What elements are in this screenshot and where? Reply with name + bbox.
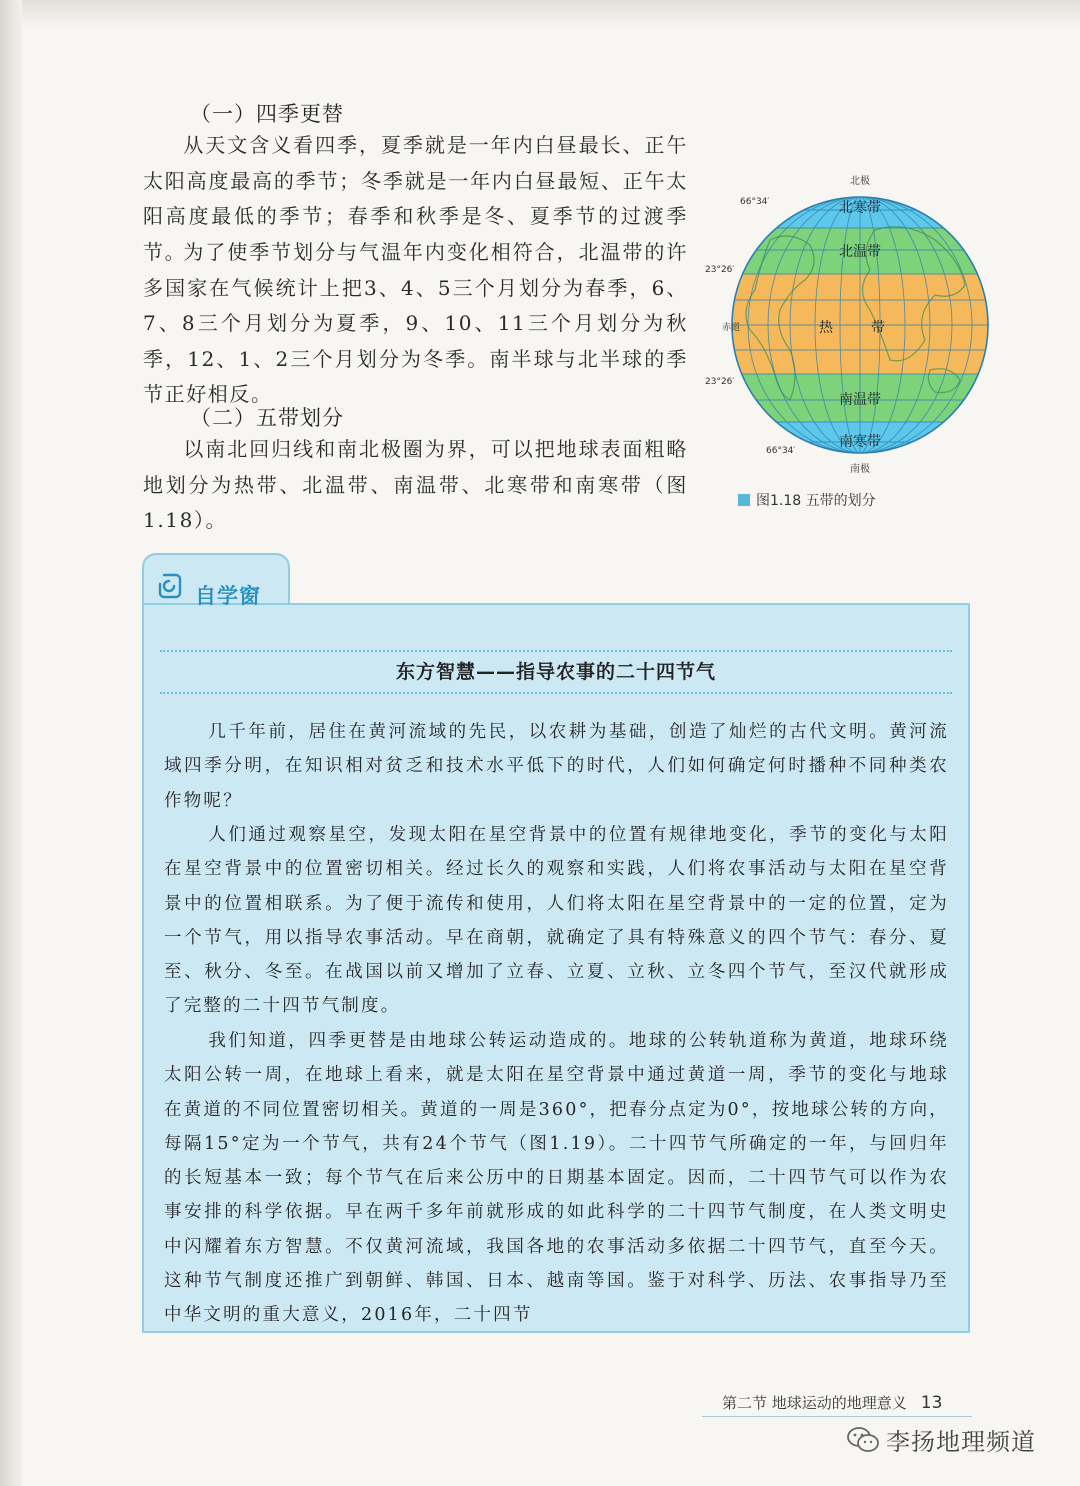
footer-section-label: 第二节 地球运动的地理意义 — [722, 1394, 907, 1412]
globe-svg — [700, 170, 1020, 482]
label-tropic-n-lat: 23°26′ — [705, 265, 735, 275]
label-north-frigid: 北寒带 — [839, 200, 881, 216]
graticule — [720, 197, 1000, 453]
self-study-title: 东方智慧——指导农事的二十四节气 — [395, 661, 716, 683]
label-south-frigid: 南寒带 — [839, 434, 881, 450]
caption-marker-icon — [738, 494, 750, 506]
label-south-pole: 南极 — [850, 464, 870, 475]
self-study-paragraph-3: 我们知道，四季更替是由地球公转运动造成的。地球的公转轨道称为黄道，地球环绕太阳公转一周，在地球上看来，就是太阳在星空背景中通过黄道一周，季节的变化与地球在黄道的不同位置密切相关。黄道的一周是360°，把春分点定为0°，按地球公转的方向，每隔15°定为一个节气，共有24个节气（图1.19）。二十四节气所确定的一年，与回归年的长短基本一致；每个节气在后来公历中的日期基本固定。因而，二十四节气可以作为农事安排的科学依据。早在两千多年前就形成的如此科学的二十四节气制度，在人类文明史中闪耀着东方智慧。不仅黄河流域，我国各地的农事活动多依据二十四节气，直至今天。这种节气制度还推广到朝鲜、韩国、日本、越南等国。鉴于对科学、历法、农事指导乃至中华文明的重大意义，2016年，二十四节 — [164, 1031, 949, 1326]
label-north-temperate: 北温带 — [839, 244, 881, 260]
five-zones-globe-figure — [700, 170, 1020, 482]
figure-caption: 图1.18 五带的划分 — [738, 490, 876, 510]
page-footer — [722, 1392, 942, 1413]
paragraph-seasons-climate: 为了使季节划分与气温年内变化相符合，北温带的许多国家在气候统计上把3、4、5三个月划分为春季，6、7、8三个月划分为夏季，9、10、11三个月划分为秋季，12、1、2三个月划分为冬季。南半球与北半球的季节正好相反。 — [143, 240, 688, 406]
label-south-temperate: 南温带 — [839, 392, 881, 408]
page-edge-top — [0, 0, 1080, 28]
label-tropical-2: 带 — [871, 320, 885, 336]
label-tropic-s-lat: 23°26′ — [705, 377, 735, 387]
label-tropical-1: 热 — [819, 320, 833, 336]
self-study-title-bar — [160, 650, 952, 694]
paragraph-five-zones: 以南北回归线和南北极圈为界，可以把地球表面粗略地划分为热带、北温带、南温带、北寒带和南寒带（图1.18）。 — [143, 437, 688, 532]
section-title-seasons: （一）四季更替 — [190, 102, 344, 126]
watermark: 李扬地理频道 — [846, 1422, 1036, 1457]
label-north-pole: 北极 — [850, 176, 870, 187]
self-study-paragraph-2: 人们通过观察星空，发现太阳在星空背景中的位置有规律地变化，季节的变化与太阳在星空背景中的位置密切相关。经过长久的观察和实践，人们将农事活动与太阳在星空背景中的位置相联系。为了便于流传和使用，人们将太阳在星空背景中的一定的位置，定为一个节气，用以指导农事活动。早在商朝，就确定了具有特殊意义的四个节气：春分、夏至、秋分、冬至。在战国以前又增加了立春、立夏、立秋、立冬四个节气，至汉代就形成了完整的二十四节气制度。 — [164, 825, 949, 1017]
page-number: 13 — [920, 1393, 943, 1413]
label-arctic-lat: 66°34′ — [740, 197, 770, 207]
page-edge-left — [0, 0, 22, 1486]
footer-rule — [702, 1416, 972, 1417]
self-study-icon — [156, 572, 182, 600]
self-study-paragraph-1: 几千年前，居住在黄河流域的先民，以农耕为基础，创造了灿烂的古代文明。黄河流域四季分明，在知识相对贫乏和技术水平低下的时代，人们如何确定何时播种不同种类农作物呢？ — [164, 722, 949, 811]
paragraph-seasons-definition: 从天文含义看四季，夏季就是一年内白昼最长、正午太阳高度最高的季节；冬季就是一年内白昼最短、正午太阳高度最低的季节；春季和秋季是冬、夏季节的过渡季节。 — [143, 133, 688, 264]
label-antarctic-lat: 66°34′ — [766, 446, 796, 456]
wechat-icon — [846, 1426, 880, 1454]
label-equator: 赤道 — [722, 323, 741, 333]
self-study-label: 自学窗 — [195, 584, 261, 608]
section-title-five-zones: （二）五带划分 — [190, 406, 344, 430]
